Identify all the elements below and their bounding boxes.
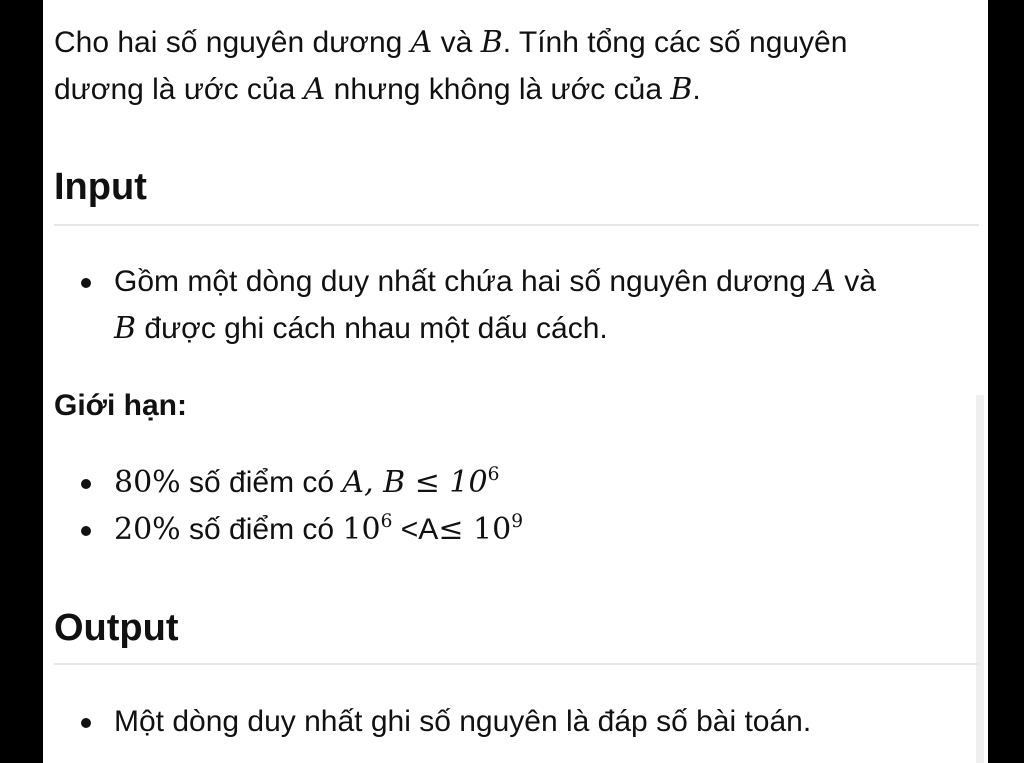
bullet (81, 526, 91, 536)
scroll-track[interactable] (976, 395, 984, 763)
math-var-a: A (410, 25, 433, 60)
intro-text: nhưng không là ước của (325, 73, 671, 106)
math-condition: ≤ 10 (438, 512, 512, 547)
math-exponent: 6 (380, 511, 393, 533)
intro-line-1 (54, 19, 847, 66)
problem-page (43, 0, 988, 763)
bullet (81, 479, 91, 489)
limit-item-2 (114, 506, 523, 553)
intro-text: . (692, 73, 701, 106)
limit-item-1 (114, 459, 499, 506)
intro-line-2 (54, 66, 701, 113)
list-item-text: Gồm một dòng duy nhất chứa hai số nguyên dương (114, 265, 815, 298)
input-item-line-1 (114, 258, 876, 305)
math-var-a: A (303, 72, 326, 107)
input-heading: Input (54, 166, 147, 208)
math-exponent: 6 (487, 464, 500, 486)
math-var-b: B (670, 72, 693, 107)
output-item: Một dòng duy nhất ghi số nguyên là đáp số bài toán. (114, 705, 812, 738)
math-exponent: 9 (511, 511, 524, 533)
intro-text: . Tính tổng các số nguyên (502, 26, 848, 59)
math-condition: 10 (342, 512, 381, 547)
intro-text: Cho hai số nguyên dương (54, 26, 411, 59)
intro-text: dương là ước của (54, 73, 304, 106)
output-heading: Output (54, 607, 179, 649)
input-item-line-2 (114, 305, 608, 352)
section-divider (54, 663, 979, 665)
math-var-b: B (480, 25, 503, 60)
list-item-text: và (835, 265, 876, 298)
math-var-b: B (114, 311, 137, 346)
percent-value: 20% (114, 512, 181, 547)
list-item-text: số điểm có (180, 513, 343, 546)
section-divider (54, 224, 979, 226)
bullet (81, 278, 91, 288)
math-condition: A, B ≤ 10 (342, 465, 488, 500)
math-condition: <A (392, 513, 439, 546)
list-item-text: được ghi cách nhau một dấu cách. (136, 312, 608, 345)
intro-text: và (432, 26, 481, 59)
limits-heading: Giới hạn: (54, 389, 187, 422)
math-var-a: A (814, 264, 836, 299)
bullet (81, 718, 91, 728)
percent-value: 80% (114, 465, 181, 500)
list-item-text: số điểm có (180, 466, 343, 499)
